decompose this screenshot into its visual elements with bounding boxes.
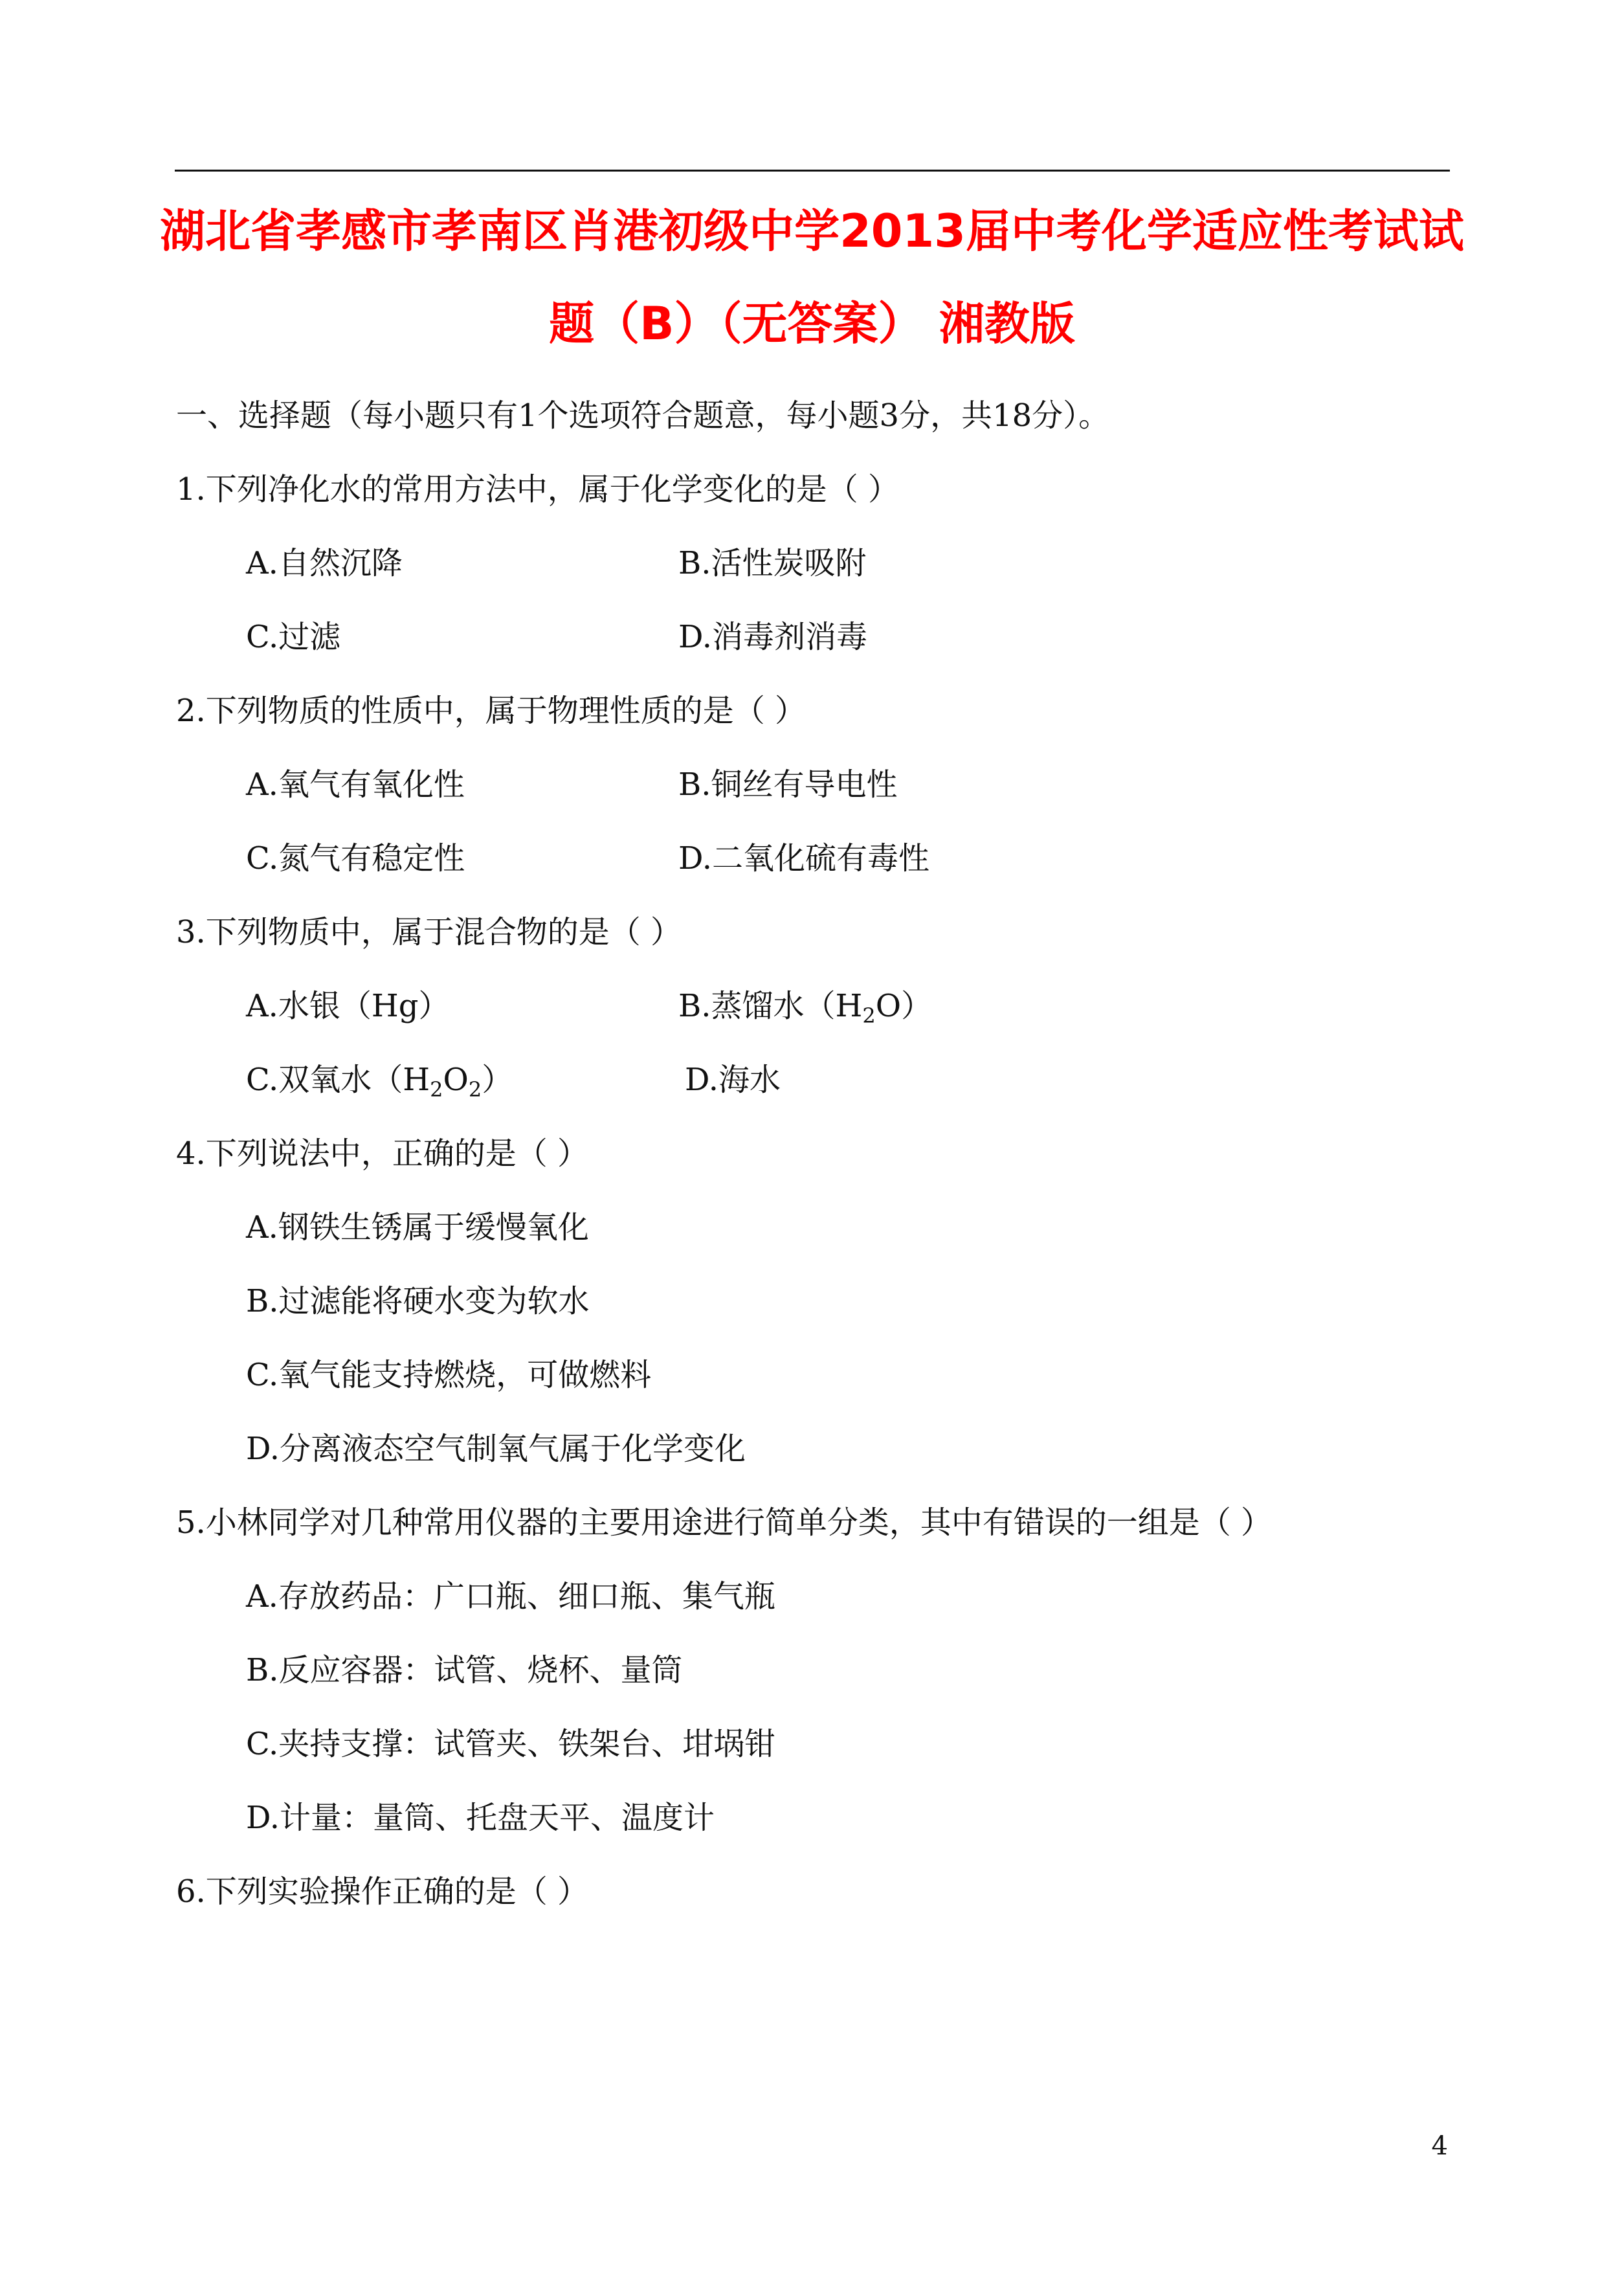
subscript: 2	[862, 1003, 876, 1028]
question-3-option-a: A.水银（Hg）	[246, 988, 450, 1024]
option-b-text-end: O）	[875, 988, 933, 1024]
option-c-text-mid: O	[443, 1062, 469, 1098]
subscript: 2	[468, 1077, 482, 1102]
question-1-option-a: A.自然沉降	[246, 545, 403, 581]
question-1-option-c: C.过滤	[246, 619, 341, 655]
section-heading: 一、选择题（每小题只有1个选项符合题意，每小题3分，共18分）。	[176, 397, 1110, 434]
question-2-option-b: B.铜丝有导电性	[678, 766, 898, 803]
question-4-stem: 4.下列说法中，正确的是（ ）	[176, 1135, 589, 1172]
question-2-option-d: D.二氧化硫有毒性	[678, 840, 930, 877]
question-5-option-b: B.反应容器：试管、烧杯、量筒	[246, 1652, 683, 1688]
question-5-option-a: A.存放药品：广口瓶、细口瓶、集气瓶	[246, 1578, 775, 1615]
option-b-text: B.蒸馏水（H	[678, 988, 863, 1024]
header-rule	[175, 170, 1450, 172]
question-3-option-b	[678, 987, 933, 1028]
subscript: 2	[430, 1077, 443, 1102]
question-3-option-c	[246, 1060, 513, 1102]
question-2-stem: 2.下列物质的性质中，属于物理性质的是（ ）	[176, 693, 806, 729]
page-title-line-2: 题（B）（无答案） 湘教版	[549, 297, 1075, 350]
question-4-option-d: D.分离液态空气制氧气属于化学变化	[246, 1431, 746, 1467]
option-c-text: C.双氧水（H	[246, 1062, 430, 1098]
question-3-option-d: D.海水	[685, 1062, 781, 1098]
question-6-stem: 6.下列实验操作正确的是（ ）	[176, 1874, 589, 1910]
question-5-option-d: D.计量：量筒、托盘天平、温度计	[246, 1800, 715, 1836]
question-2-option-c: C.氮气有稳定性	[246, 840, 465, 877]
question-4-option-b: B.过滤能将硬水变为软水	[246, 1283, 590, 1319]
question-4-option-c: C.氧气能支持燃烧，可做燃料	[246, 1357, 652, 1393]
option-c-text-end: ）	[482, 1062, 513, 1098]
question-1-option-d: D.消毒剂消毒	[678, 619, 868, 655]
question-2-option-a: A.氧气有氧化性	[246, 766, 465, 803]
page-title-line-1: 湖北省孝感市孝南区肖港初级中学2013届中考化学适应性考试试	[160, 205, 1464, 258]
question-1-stem: 1.下列净化水的常用方法中，属于化学变化的是（ ）	[176, 471, 900, 508]
page-number: 4	[1431, 2131, 1448, 2161]
question-1-option-b: B.活性炭吸附	[678, 545, 867, 581]
question-5-stem: 5.小林同学对几种常用仪器的主要用途进行简单分类，其中有错误的一组是（ ）	[176, 1504, 1273, 1541]
question-4-option-a: A.钢铁生锈属于缓慢氧化	[246, 1209, 589, 1246]
question-5-option-c: C.夹持支撑：试管夹、铁架台、坩埚钳	[246, 1726, 776, 1762]
question-3-stem: 3.下列物质中，属于混合物的是（ ）	[176, 914, 682, 950]
